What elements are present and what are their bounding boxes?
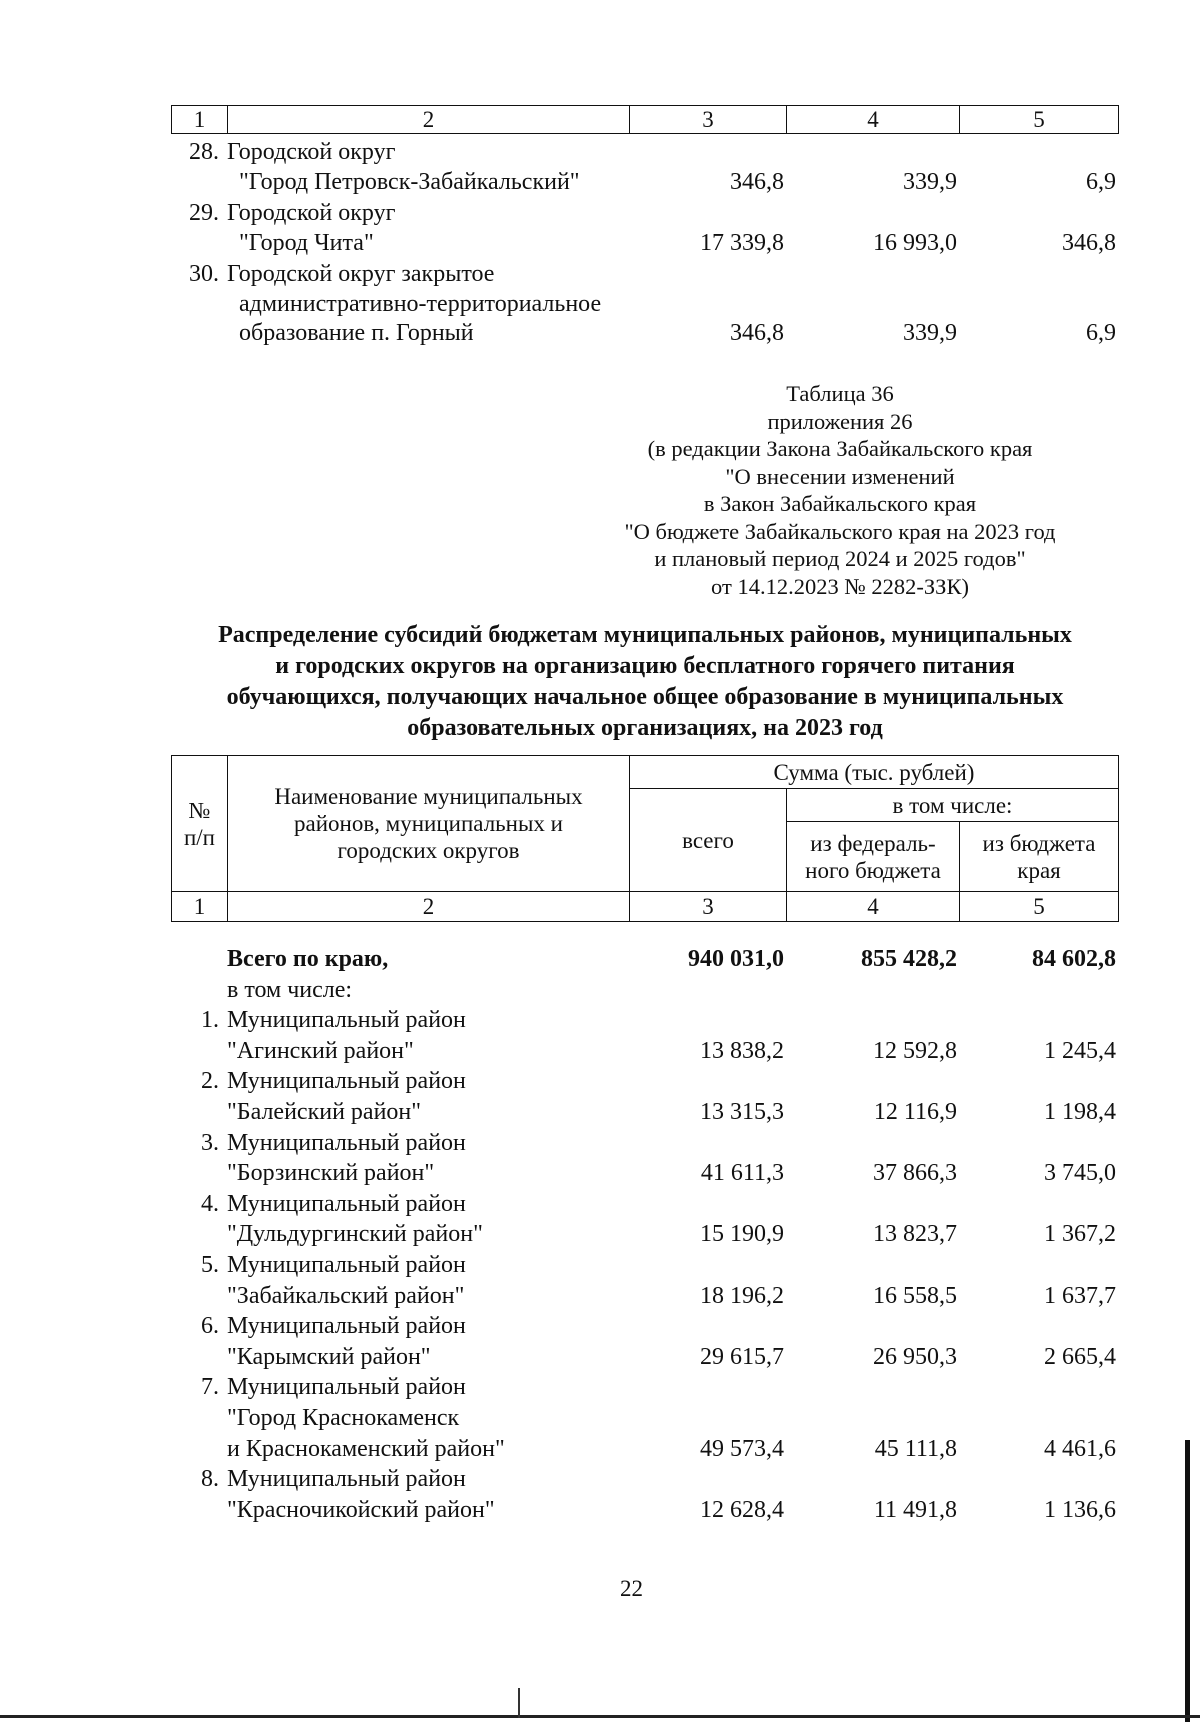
row-federal: 26 950,3 bbox=[873, 1343, 957, 1370]
row-federal: 11 491,8 bbox=[873, 1496, 957, 1523]
col-number-5: 5 bbox=[960, 892, 1119, 922]
table-row bbox=[171, 260, 1118, 349]
row-total: 346,8 bbox=[730, 168, 784, 195]
row-regional: 4 461,6 bbox=[1044, 1435, 1116, 1462]
row-name: Муниципальный район "Красночикойский район" bbox=[227, 1466, 495, 1523]
row-name: Муниципальный район "Карымский район" bbox=[227, 1313, 466, 1370]
row-name: Городской округ "Город Чита" bbox=[227, 200, 396, 256]
row-regional: 1 198,4 bbox=[1044, 1098, 1116, 1125]
row-federal: 16 558,5 bbox=[873, 1282, 957, 1309]
row-name: Городской округ "Город Петровск-Забайкальский" bbox=[227, 139, 580, 195]
note-line: "О бюджете Забайкальского края на 2023 год bbox=[624, 518, 1056, 544]
header-total: всего bbox=[630, 789, 787, 892]
row-regional: 6,9 bbox=[1086, 168, 1116, 195]
scan-mark bbox=[518, 1688, 520, 1718]
row-federal: 45 111,8 bbox=[874, 1435, 957, 1462]
header-federal: из федераль-ного бюджета bbox=[787, 822, 960, 892]
header-including: в том числе: bbox=[787, 789, 1119, 822]
title-line: Распределение субсидий бюджетам муниципальных районов, муниципальных bbox=[218, 622, 1072, 648]
row-regional: 3 745,0 bbox=[1044, 1160, 1116, 1187]
row-federal: 339,9 bbox=[903, 168, 957, 195]
col-number-1: 1 bbox=[172, 892, 228, 922]
col-number-5: 5 bbox=[960, 106, 1119, 134]
table-row bbox=[171, 138, 1118, 197]
row-number: 5. bbox=[201, 1251, 219, 1278]
row-number: 2. bbox=[201, 1068, 219, 1095]
table-row bbox=[171, 1311, 1118, 1372]
note-line: от 14.12.2023 № 2282-ЗЗК) bbox=[711, 573, 969, 599]
row-federal: 13 823,7 bbox=[873, 1221, 957, 1248]
row-number: 6. bbox=[201, 1313, 219, 1340]
row-name: Муниципальный район "Борзинский район" bbox=[227, 1129, 466, 1187]
row-number: 29. bbox=[189, 200, 219, 226]
row-total: 15 190,9 bbox=[700, 1221, 784, 1248]
total-row-total: 940 031,0 bbox=[688, 946, 784, 972]
row-number: 8. bbox=[201, 1466, 219, 1493]
note-line: "О внесении изменений bbox=[725, 463, 955, 489]
title-line: обучающихся, получающих начальное общее образование в муниципальных bbox=[226, 684, 1064, 710]
col-number-2: 2 bbox=[228, 892, 630, 922]
row-number: 3. bbox=[201, 1129, 219, 1156]
table-row bbox=[171, 1005, 1118, 1066]
table-row bbox=[171, 1372, 1118, 1464]
col-number-3: 3 bbox=[630, 106, 787, 134]
header-regional: из бюджета края bbox=[960, 822, 1119, 892]
row-regional: 1 136,6 bbox=[1044, 1496, 1116, 1523]
total-row-regional: 84 602,8 bbox=[1032, 946, 1116, 972]
header-name: Наименование муниципальных районов, муниципальных и городских округов bbox=[228, 756, 630, 892]
header-sum: Сумма (тыс. рублей) bbox=[630, 756, 1119, 789]
row-federal: 12 592,8 bbox=[873, 1037, 957, 1064]
row-total: 41 611,3 bbox=[700, 1160, 784, 1187]
note-line: Таблица 36 bbox=[786, 381, 894, 406]
row-name: Муниципальный район "Город Краснокаменск и Краснокаменский район" bbox=[227, 1374, 505, 1462]
scan-edge-right bbox=[1185, 1440, 1190, 1722]
including-label: в том числе: bbox=[227, 976, 353, 1003]
row-regional: 1 245,4 bbox=[1044, 1037, 1116, 1064]
table-row bbox=[171, 199, 1118, 258]
note-line: и плановый период 2024 и 2025 годов" bbox=[654, 546, 1026, 571]
row-total: 18 196,2 bbox=[700, 1282, 784, 1309]
main-table-rows bbox=[171, 944, 1118, 1525]
total-row-federal: 855 428,2 bbox=[861, 946, 957, 972]
table-row bbox=[171, 1189, 1118, 1250]
col-number-1: 1 bbox=[172, 106, 228, 134]
note-line: приложения 26 bbox=[767, 408, 913, 434]
row-total: 346,8 bbox=[730, 320, 784, 346]
row-federal: 37 866,3 bbox=[873, 1160, 957, 1187]
annex-note bbox=[560, 380, 1120, 600]
title-line: образовательных организациях, на 2023 год bbox=[407, 715, 883, 741]
row-name: Городской округ закрытое административно-территориальное образование п. Горный bbox=[227, 261, 602, 346]
row-total: 29 615,7 bbox=[700, 1343, 784, 1370]
row-total: 49 573,4 bbox=[700, 1435, 784, 1462]
row-name: Муниципальный район "Дульдургинский район" bbox=[227, 1190, 483, 1248]
row-regional: 6,9 bbox=[1086, 320, 1116, 346]
col-number-2: 2 bbox=[228, 106, 630, 134]
col-number-4: 4 bbox=[787, 892, 960, 922]
row-name: Муниципальный район "Агинский район" bbox=[227, 1007, 466, 1064]
scan-edge-bottom bbox=[0, 1715, 1200, 1718]
note-line: (в редакции Закона Забайкальского края bbox=[647, 436, 1033, 461]
page-number: 22 bbox=[620, 1576, 643, 1601]
row-number: 7. bbox=[201, 1374, 219, 1401]
row-total: 12 628,4 bbox=[700, 1496, 784, 1523]
row-name: Муниципальный район "Балейский район" bbox=[227, 1068, 466, 1125]
row-federal: 16 993,0 bbox=[873, 229, 957, 256]
col-number-4: 4 bbox=[787, 106, 960, 134]
table-row bbox=[171, 1250, 1118, 1311]
col-number-3: 3 bbox=[630, 892, 787, 922]
table-row bbox=[171, 1128, 1118, 1189]
top-table-header bbox=[171, 105, 1119, 134]
note-line: в Закон Забайкальского края bbox=[703, 491, 977, 516]
header-number: № п/п bbox=[172, 756, 228, 892]
row-number: 28. bbox=[189, 139, 219, 165]
row-total: 17 339,8 bbox=[700, 229, 784, 256]
table-row bbox=[171, 1066, 1118, 1127]
row-federal: 12 116,9 bbox=[873, 1098, 957, 1125]
title-line: и городских округов на организацию бесплатного горячего питания bbox=[275, 653, 1015, 679]
table-row bbox=[171, 1464, 1118, 1525]
main-table-header bbox=[171, 755, 1119, 922]
row-regional: 2 665,4 bbox=[1044, 1343, 1116, 1370]
row-regional: 346,8 bbox=[1062, 229, 1116, 256]
row-number: 30. bbox=[189, 261, 219, 287]
row-regional: 1 637,7 bbox=[1044, 1282, 1116, 1309]
table-title bbox=[160, 620, 1130, 744]
top-table-rows bbox=[171, 138, 1118, 349]
total-row-name: Всего по краю, bbox=[227, 946, 389, 972]
row-total: 13 838,2 bbox=[700, 1037, 784, 1064]
total-row bbox=[171, 944, 1118, 975]
row-total: 13 315,3 bbox=[700, 1098, 784, 1125]
row-federal: 339,9 bbox=[903, 320, 957, 346]
row-number: 1. bbox=[201, 1007, 219, 1034]
row-number: 4. bbox=[201, 1190, 219, 1217]
including-row bbox=[171, 975, 1118, 1006]
row-regional: 1 367,2 bbox=[1044, 1221, 1116, 1248]
row-name: Муниципальный район "Забайкальский район" bbox=[227, 1251, 466, 1309]
